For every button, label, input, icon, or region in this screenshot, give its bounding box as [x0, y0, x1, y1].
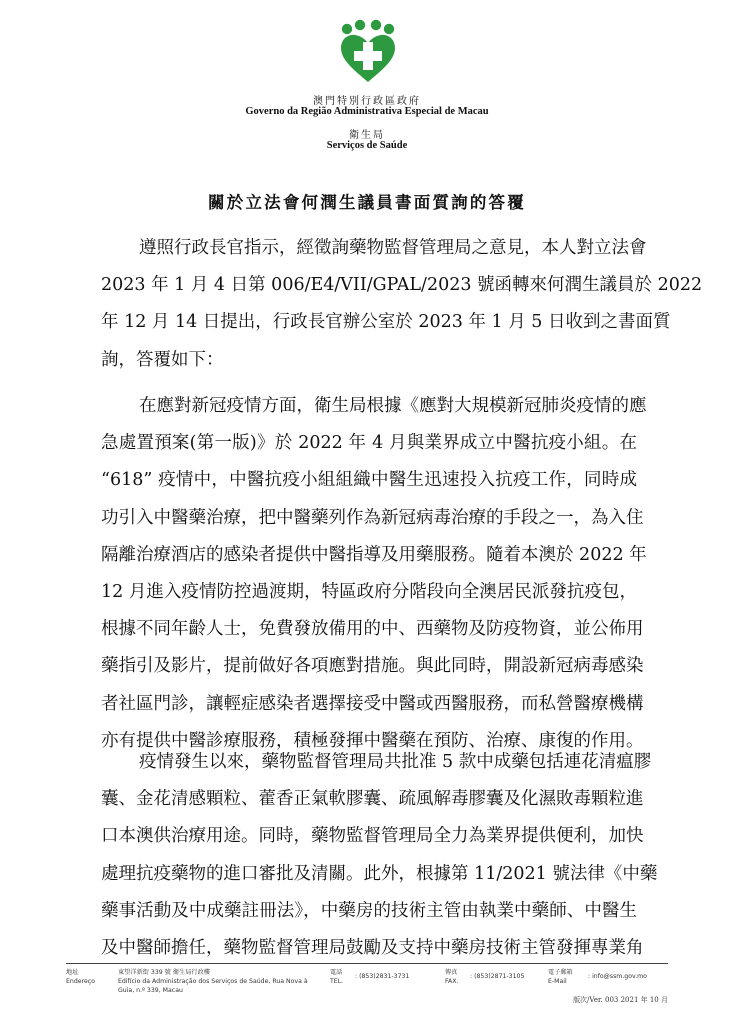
paragraph-line: 藥指引及影片，提前做好各項應對措施。與此同時，開設新冠病毒感染 — [101, 656, 644, 677]
paragraph-line: 12 月進入疫情防控過渡期，特區政府分階段向全澳居民派發抗疫包， — [101, 581, 637, 602]
paragraph-line: 者社區門診，讓輕症感染者選擇接受中醫或西醫服務，而私營醫療機構 — [101, 693, 644, 714]
paragraph-line: 及中醫師擔任，藥物監督管理局鼓勵及支持中藥房技術主管發揮專業角 — [101, 937, 644, 958]
email-label-zh: 電子郵箱 — [548, 969, 573, 976]
footer-fax-label — [445, 968, 458, 986]
ssm-logo-icon — [339, 20, 397, 84]
fax-label-zh: 傳真 — [445, 969, 458, 976]
footer-tel: : (853)2831-3731 — [355, 973, 410, 980]
address-pt-line-2: Guia, n.º 339, Macau — [118, 987, 183, 994]
fax-label-pt: FAX. — [445, 978, 459, 985]
tel-value: (853)2831-3731 — [359, 973, 410, 980]
tel-label-zh: 電話 — [330, 969, 343, 976]
paragraph-line: 急處置預案(第一版)》於 2022 年 4 月與業界成立中醫抗疫小組。在 — [101, 433, 637, 454]
org-name-pt: Governo da Região Administrativa Especial de Macau — [245, 106, 489, 117]
paragraph-line: 口本澳供治療用途。同時，藥物監督管理局全力為業界提供便利，加快 — [101, 826, 644, 847]
footer-email-label — [548, 968, 573, 986]
footer-fax: : (853)2871-3105 — [470, 973, 525, 980]
paragraph-line: 根據不同年齡人士，免費發放備用的中、西藥物及防疫物資，並公佈用 — [101, 619, 644, 640]
footer-address — [118, 968, 308, 995]
document-title: 關於立法會何潤生議員書面質詢的答覆 — [208, 193, 526, 212]
paragraph-line: 年 12 月 14 日提出，行政長官辦公室於 2023 年 1 月 5 日收到之書面質 — [101, 312, 671, 333]
paragraph-line: 處理抗疫藥物的進口審批及清關。此外，根據第 11/2021 號法律《中藥 — [101, 863, 658, 884]
paragraph-1 — [101, 230, 703, 379]
paragraph-line: 在應對新冠疫情方面，衛生局根據《應對大規模新冠肺炎疫情的應 — [139, 396, 647, 416]
paragraph-3 — [101, 744, 658, 967]
tel-label-pt: TEL. — [330, 978, 344, 985]
paragraph-line: 詢，答覆如下： — [101, 349, 224, 370]
paragraph-line: 亦有提供中醫診療服務，積極發揮中醫藥在預防、治療、康復的作用。 — [101, 730, 644, 751]
org-name-zh: 澳門特別行政區政府 — [313, 96, 421, 107]
paragraph-line: 藥事活動及中成藥註冊法》，中藥房的技術主管由執業中藥師、中醫生 — [101, 900, 637, 921]
address-zh: 東望洋新街 339 號 衛生局行政樓 — [118, 969, 210, 976]
email-label-pt: E-Mail — [548, 978, 567, 985]
paragraph-line: 2023 年 1 月 4 日第 006/E4/VII/GPAL/2023 號函轉來何潤生議員於 2022 — [101, 275, 703, 296]
address-pt-line-1: Edifício da Administração dos Serviços de Saúde, Rua Nova à — [118, 978, 308, 985]
paragraph-line: 功引入中醫藥治療，把中醫藥列作為新冠病毒治療的手段之一，為入住 — [101, 507, 644, 528]
fax-value: (853)2871-3105 — [474, 973, 525, 980]
email-value: info@ssm.gov.mo — [592, 973, 647, 980]
address-label-zh: 地址 — [66, 969, 79, 976]
address-label-pt: Endereço — [66, 978, 95, 985]
footer-tel-label — [330, 968, 343, 986]
paragraph-2 — [101, 388, 647, 760]
footer-address-label — [66, 968, 95, 986]
paragraph-line: 囊、金花清感顆粒、藿香正氣軟膠囊、疏風解毒膠囊及化濕敗毒顆粒進 — [101, 789, 644, 810]
footer-email: : info@ssm.gov.mo — [588, 973, 647, 980]
footer-divider — [66, 963, 668, 964]
paragraph-line: 遵照行政長官指示，經徵詢藥物監督管理局之意見，本人對立法會 — [139, 238, 647, 258]
dept-name-zh: 衛生局 — [349, 130, 385, 141]
paragraph-line: 疫情發生以來，藥物監督管理局共批准 5 款中成藥包括連花清瘟膠 — [139, 752, 652, 772]
version-label: 版次/Ver. 003 2021 年 10 月 — [573, 996, 668, 1004]
paragraph-line: 隔離治療酒店的感染者提供中醫指導及用藥服務。隨着本澳於 2022 年 — [101, 544, 647, 565]
paragraph-line: “618” 疫情中，中醫抗疫小組組織中醫生迅速投入抗疫工作，同時成 — [101, 470, 637, 491]
dept-name-pt: Serviços de Saúde — [326, 140, 408, 151]
